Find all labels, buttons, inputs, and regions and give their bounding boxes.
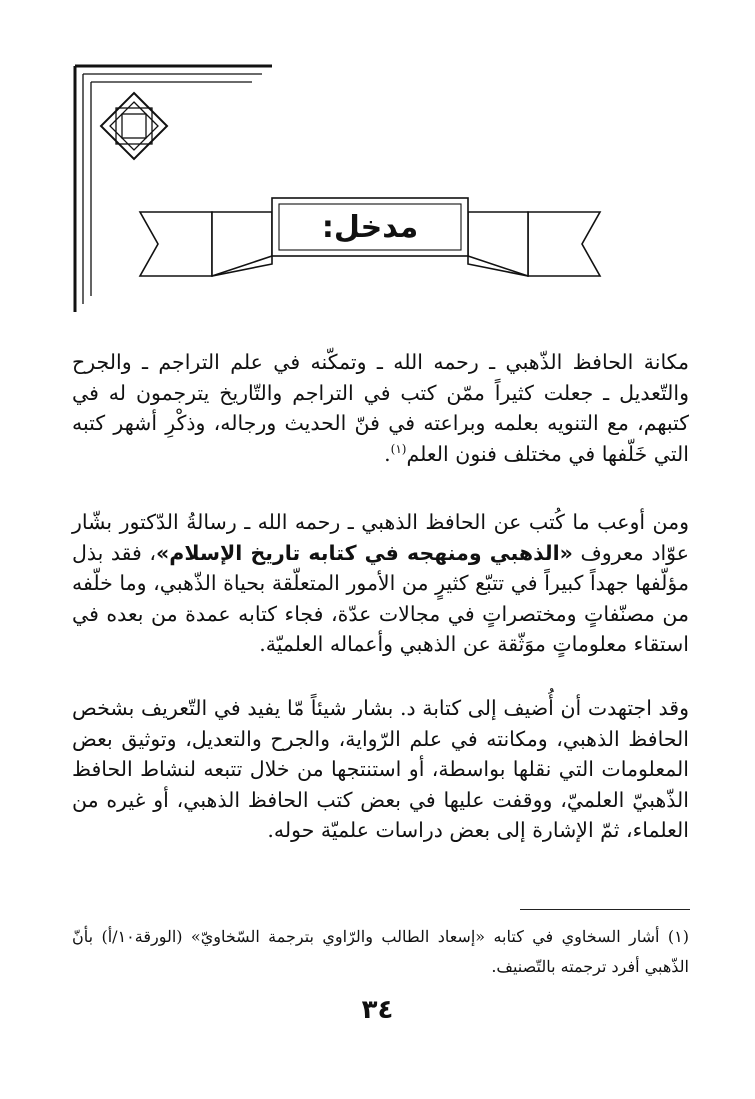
section-title: مدخل: (321, 209, 419, 245)
footnote-reference: (١) (390, 441, 407, 456)
paragraph-2-after: ، فقد بذل مؤلّفها جهداً كبيراً في تتبّع كثيرٍ من الأمور المتعلّقة بحياة الذّهبي، وما خلّفه من مصنّفاتٍ ومختصراتٍ في مجالات عدّة، فجاء كتابه عمدة من بعده في استقاء معلوماتٍ موَثّقة عن الذهبي وأعماله العلميّة. (72, 540, 689, 656)
paragraph-1-text: مكانة الحافظ الذّهبي ـ رحمه الله ـ وتمكّنه في علم التراجم ـ والجرح والتّعديل ـ جعلت كثيراً ممّن كتب في التراجم والتّاريخ يترجمون له في كتبهم، مع التنويه بعلمه وبراعته في فنّ الحديث ورجاله، وذكْرِ أشهر كتبه التي خَلّفها في مختلف فنون العلم (72, 350, 689, 466)
book-title-bold: «الذهبي ومنهجه في كتابه تاريخ الإسلام» (156, 540, 573, 565)
paragraph-1-ending: . (384, 441, 391, 466)
footnote-divider (520, 909, 690, 910)
page-number: ٣٤ (361, 995, 394, 1025)
paragraph-1 (72, 347, 689, 469)
paragraph-2 (72, 507, 689, 660)
footnote-text: (١) أشار السخاوي في كتابه «إسعاد الطالب والرّاوي بترجمة السّخاويّ» (الورقة١٠/أ) بأنّ الذّهبي أفرد ترجمته بالتّصنيف. (72, 927, 689, 976)
paragraph-3: وقد اجتهدت أن أُضيف إلى كتابة د. بشار شيئاً مّا يفيد في التّعريف بشخص الحافظ الذهبي، ومكانته في علم الرّواية، والجرح والتعديل، وتوثيق بعض المعلومات التي نقلها بواسطة، أو استنتجها من خلال تتبعه لنشاط الحافظ الذّهبيّ العلميّ، ووقفت عليها في بعض كتب الحافظ الذهبي، أو غيره من العلماء، ثمّ الإشارة إلى بعض دراسات علميّة حوله. (72, 696, 689, 842)
diamond-ornament-icon (101, 93, 167, 159)
header-ornament (0, 0, 755, 320)
paragraph-2-before: ومن أوعب ما كُتب عن الحافظ الذهبي ـ رحمه الله ـ رسالةُ الدّكتور بشّار عوّاد معروف (72, 510, 689, 565)
